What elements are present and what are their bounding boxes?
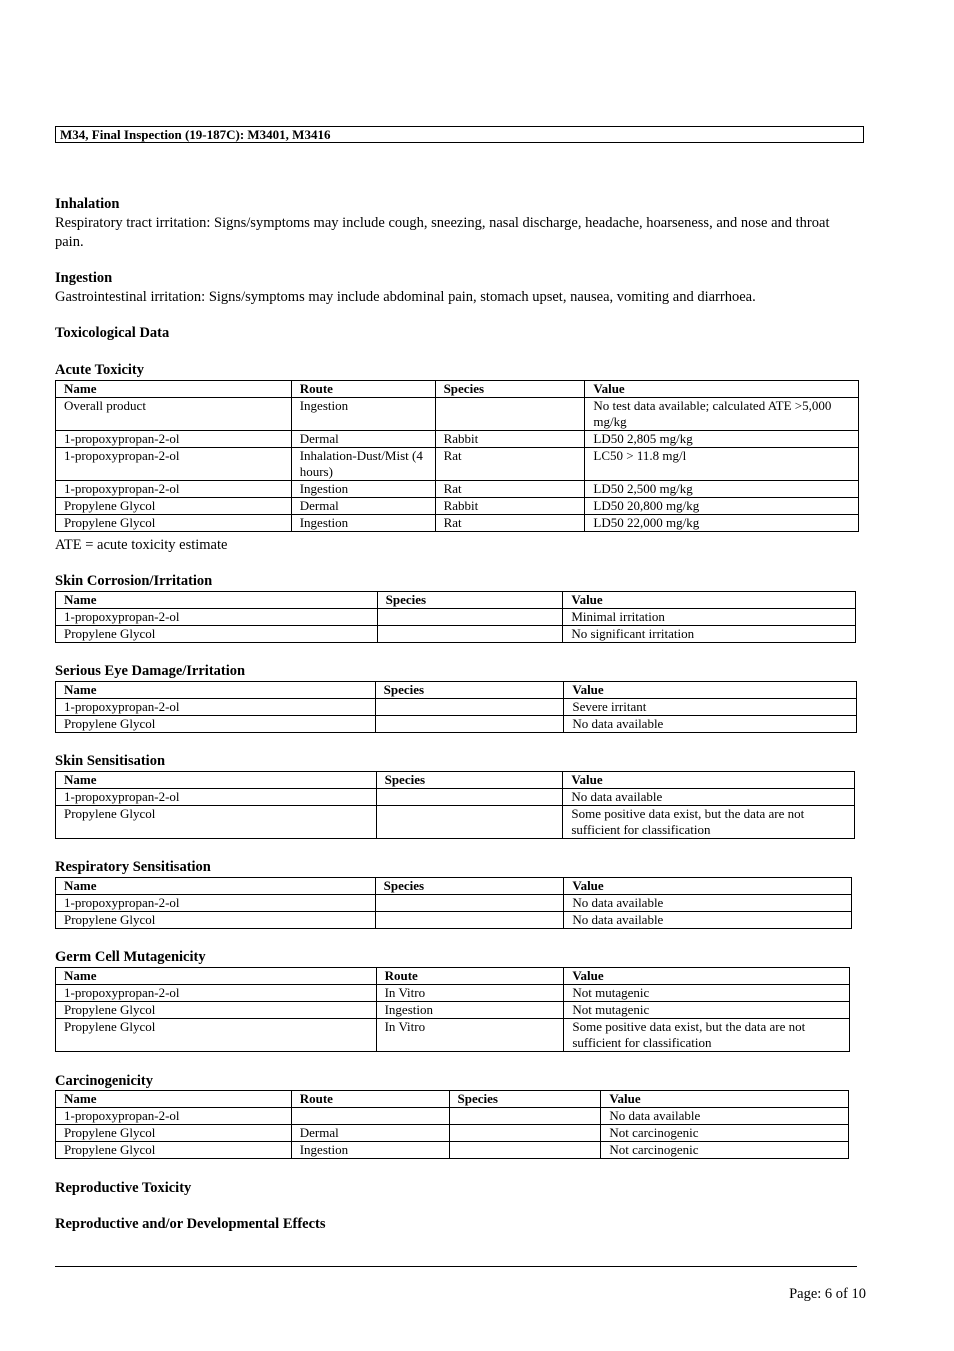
table-cell: Severe irritant [564, 699, 857, 716]
reproductive-toxicity-heading: Reproductive Toxicity [55, 1180, 192, 1196]
ingestion-heading: Ingestion [55, 270, 113, 286]
table-cell: Propylene Glycol [56, 716, 376, 733]
table-cell: No data available [564, 895, 852, 912]
table-row [56, 448, 859, 481]
table-cell: Ingestion [291, 398, 435, 431]
table-cell: Ingestion [291, 1142, 449, 1159]
column-header: Value [563, 772, 855, 789]
table-row [56, 806, 855, 839]
table-row [56, 895, 852, 912]
table-cell: Minimal irritation [563, 609, 856, 626]
table-cell: Propylene Glycol [56, 1142, 292, 1159]
table-cell: Dermal [291, 431, 435, 448]
germ-cell-heading: Germ Cell Mutagenicity [55, 949, 206, 965]
table-cell: Rat [435, 481, 585, 498]
table-cell [376, 806, 563, 839]
table-header-row [56, 772, 855, 789]
table-cell: 1-propoxypropan-2-ol [56, 985, 377, 1002]
table-header-row [56, 592, 856, 609]
table-cell: 1-propoxypropan-2-ol [56, 1108, 292, 1125]
column-header: Name [56, 878, 376, 895]
table-row [56, 609, 856, 626]
table-cell [449, 1125, 601, 1142]
table-row [56, 789, 855, 806]
column-header: Species [377, 592, 563, 609]
table-cell: LD50 2,500 mg/kg [585, 481, 859, 498]
column-header: Value [564, 878, 852, 895]
table-header-row [56, 878, 852, 895]
page-number: Page: 6 of 10 [789, 1286, 866, 1302]
reproductive-developmental-heading: Reproductive and/or Developmental Effects [55, 1216, 326, 1232]
table-cell [377, 609, 563, 626]
eye-damage-table [55, 681, 857, 733]
table-cell [377, 626, 563, 643]
table-cell: No test data available; calculated ATE >5,000 mg/kg [585, 398, 859, 431]
table-cell [375, 912, 564, 929]
inhalation-heading: Inhalation [55, 196, 120, 212]
table-cell: No data available [564, 912, 852, 929]
column-header: Route [291, 381, 435, 398]
ate-note: ATE = acute toxicity estimate [55, 537, 228, 553]
table-cell: Rabbit [435, 498, 585, 515]
table-cell: Overall product [56, 398, 292, 431]
column-header: Route [376, 968, 564, 985]
toxicological-data-heading: Toxicological Data [55, 325, 170, 341]
document-header: M34, Final Inspection (19-187C): M3401, M3416 [55, 126, 864, 143]
table-row [56, 481, 859, 498]
table-cell: LD50 2,805 mg/kg [585, 431, 859, 448]
table-cell: Rat [435, 515, 585, 532]
column-header: Name [56, 1091, 292, 1108]
table-cell: Propylene Glycol [56, 498, 292, 515]
skin-sensitisation-heading: Skin Sensitisation [55, 753, 166, 769]
table-cell: Rabbit [435, 431, 585, 448]
table-row [56, 398, 859, 431]
ingestion-text: Gastrointestinal irritation: Signs/symptoms may include abdominal pain, stomach upset, nausea, vomiting and diarrhoea. [55, 289, 756, 305]
table-row [56, 1142, 849, 1159]
column-header: Species [375, 878, 564, 895]
table-cell: In Vitro [376, 985, 564, 1002]
column-header: Name [56, 772, 377, 789]
table-cell: 1-propoxypropan-2-ol [56, 481, 292, 498]
table-row [56, 1108, 849, 1125]
table-cell: No significant irritation [563, 626, 856, 643]
skin-sensitisation-table [55, 771, 855, 839]
table-cell: Some positive data exist, but the data are not sufficient for classification [563, 806, 855, 839]
table-header-row [56, 968, 850, 985]
table-cell: No data available [601, 1108, 849, 1125]
table-cell: 1-propoxypropan-2-ol [56, 431, 292, 448]
table-row [56, 985, 850, 1002]
table-cell: No data available [563, 789, 855, 806]
eye-damage-heading: Serious Eye Damage/Irritation [55, 663, 246, 679]
skin-corrosion-heading: Skin Corrosion/Irritation [55, 573, 213, 589]
skin-corrosion-table [55, 591, 856, 643]
carcinogenicity-heading: Carcinogenicity [55, 1073, 153, 1089]
table-cell: Propylene Glycol [56, 1125, 292, 1142]
table-cell [376, 789, 563, 806]
column-header: Name [56, 592, 378, 609]
table-row [56, 1019, 850, 1052]
column-header: Species [435, 381, 585, 398]
table-row [56, 699, 857, 716]
footer-divider [55, 1266, 857, 1267]
column-header: Species [449, 1091, 601, 1108]
table-cell: Propylene Glycol [56, 515, 292, 532]
table-cell: In Vitro [376, 1019, 564, 1052]
table-cell [375, 895, 564, 912]
table-row [56, 515, 859, 532]
column-header: Value [563, 592, 856, 609]
table-row [56, 1002, 850, 1019]
table-cell: LD50 20,800 mg/kg [585, 498, 859, 515]
column-header: Value [585, 381, 859, 398]
table-row [56, 431, 859, 448]
table-cell: Not mutagenic [564, 985, 850, 1002]
carcinogenicity-table [55, 1090, 849, 1159]
acute-toxicity-table [55, 380, 859, 532]
germ-cell-table [55, 967, 850, 1052]
table-row [56, 498, 859, 515]
column-header: Route [291, 1091, 449, 1108]
table-cell: Propylene Glycol [56, 806, 377, 839]
table-cell [375, 699, 564, 716]
table-header-row [56, 682, 857, 699]
table-cell [449, 1142, 601, 1159]
column-header: Name [56, 682, 376, 699]
table-cell: Some positive data exist, but the data are not sufficient for classification [564, 1019, 850, 1052]
table-cell: Not carcinogenic [601, 1125, 849, 1142]
table-cell: 1-propoxypropan-2-ol [56, 609, 378, 626]
table-cell: Rat [435, 448, 585, 481]
column-header: Value [601, 1091, 849, 1108]
table-cell: No data available [564, 716, 857, 733]
table-cell: LD50 22,000 mg/kg [585, 515, 859, 532]
inhalation-text: Respiratory tract irritation: Signs/symptoms may include cough, sneezing, nasal discharge, headache, hoarseness, and nose and throat pain. [55, 215, 830, 250]
table-cell: 1-propoxypropan-2-ol [56, 789, 377, 806]
table-header-row [56, 1091, 849, 1108]
table-cell: Dermal [291, 1125, 449, 1142]
table-cell: Propylene Glycol [56, 1002, 377, 1019]
table-cell: Not carcinogenic [601, 1142, 849, 1159]
table-row [56, 1125, 849, 1142]
column-header: Name [56, 968, 377, 985]
table-row [56, 716, 857, 733]
column-header: Name [56, 381, 292, 398]
table-cell: Propylene Glycol [56, 1019, 377, 1052]
table-cell [435, 398, 585, 431]
table-row [56, 626, 856, 643]
table-cell [291, 1108, 449, 1125]
acute-toxicity-heading: Acute Toxicity [55, 362, 145, 378]
table-cell: Propylene Glycol [56, 912, 376, 929]
column-header: Species [375, 682, 564, 699]
table-cell: Ingestion [291, 515, 435, 532]
column-header: Value [564, 682, 857, 699]
table-cell: Not mutagenic [564, 1002, 850, 1019]
column-header: Value [564, 968, 850, 985]
table-header-row [56, 381, 859, 398]
respiratory-sensitisation-heading: Respiratory Sensitisation [55, 859, 211, 875]
table-cell: 1-propoxypropan-2-ol [56, 699, 376, 716]
table-row [56, 912, 852, 929]
table-cell: LC50 > 11.8 mg/l [585, 448, 859, 481]
table-cell [449, 1108, 601, 1125]
table-cell: Dermal [291, 498, 435, 515]
table-cell: Propylene Glycol [56, 626, 378, 643]
column-header: Species [376, 772, 563, 789]
table-cell: Inhalation-Dust/Mist (4 hours) [291, 448, 435, 481]
table-cell: 1-propoxypropan-2-ol [56, 895, 376, 912]
respiratory-sensitisation-table [55, 877, 852, 929]
table-cell [375, 716, 564, 733]
table-cell: Ingestion [291, 481, 435, 498]
table-cell: 1-propoxypropan-2-ol [56, 448, 292, 481]
table-cell: Ingestion [376, 1002, 564, 1019]
